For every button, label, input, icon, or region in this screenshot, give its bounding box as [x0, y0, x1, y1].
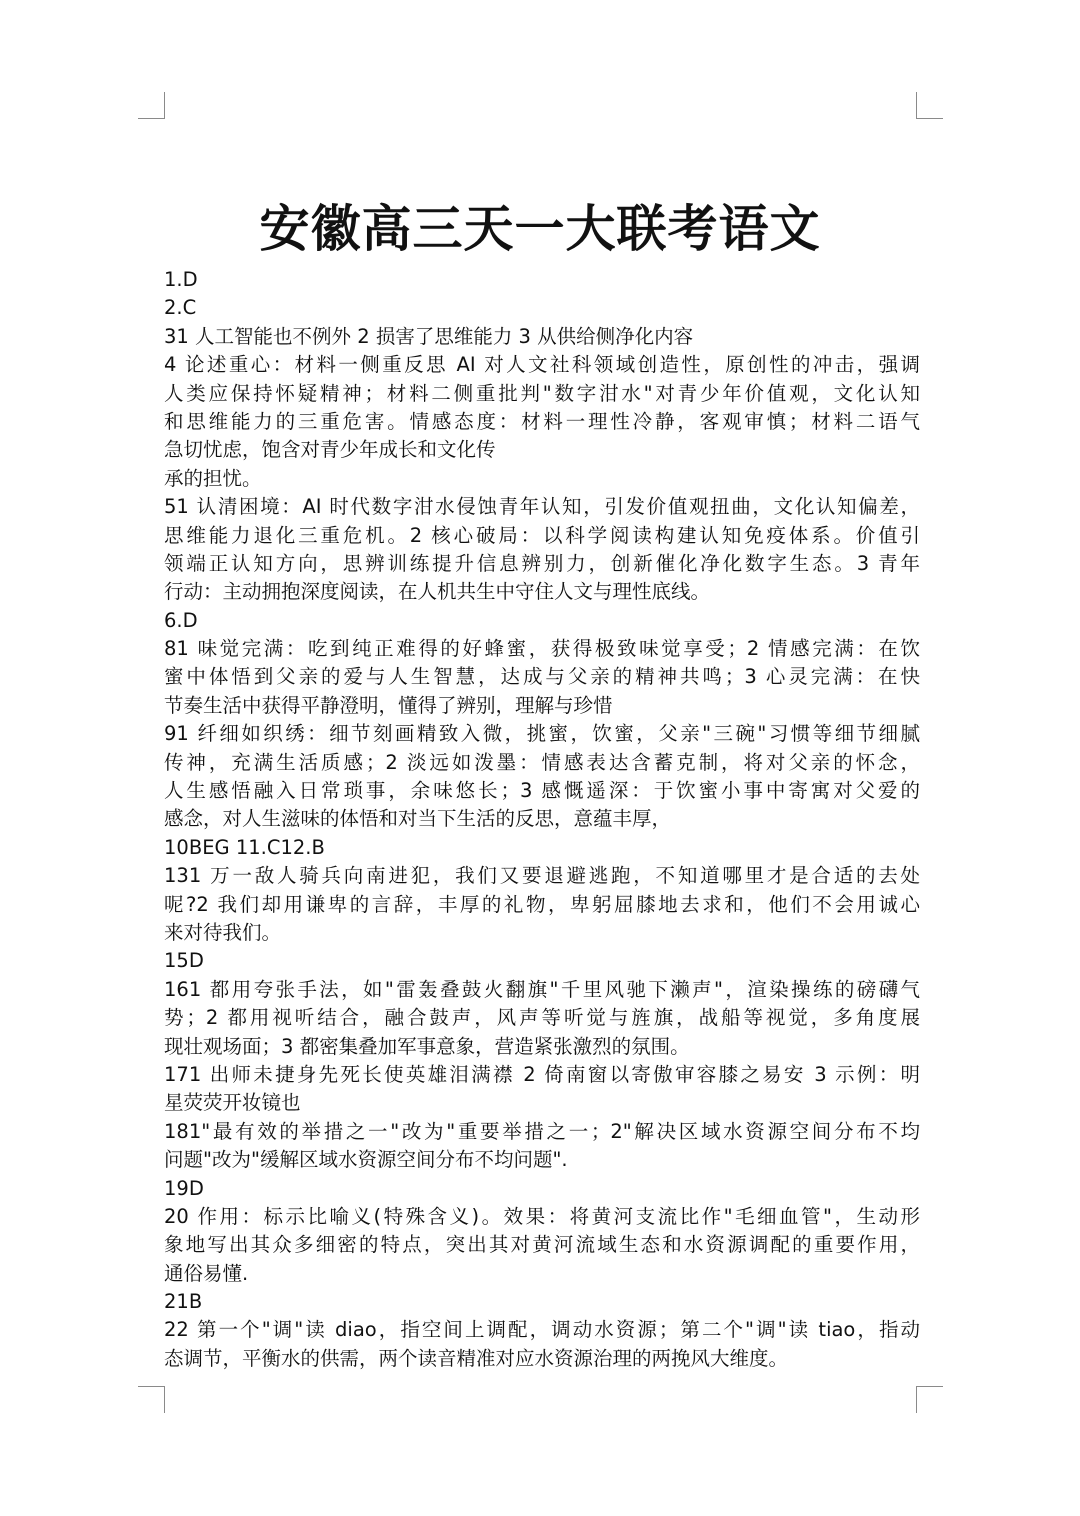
text-line: 10BEG 11.C12.B — [164, 835, 325, 859]
text-line: 承的担忧。 — [164, 466, 262, 490]
text-line: 171 出师未捷身先死长使英雄泪满襟 2 倚南窗以寄傲审容膝之易安 3 示例：明 — [164, 1062, 920, 1086]
text-line: 人生感悟融入日常琐事，余味悠长；3 感慨遥深：于饮蜜小事中寄寓对父爱的 — [164, 779, 920, 803]
text-line: 4 论述重心：材料一侧重反思 AI 对人文社科领域创造性，原创性的冲击，强调 — [164, 353, 920, 377]
text-line: 161 都用夸张手法，如"雷轰叠鼓火翻旗"千里风驰下濑声"，渲染操练的磅礴气 — [164, 977, 920, 1001]
text-line: 感念，对人生滋味的体悟和对当下生活的反思，意蕴丰厚， — [164, 807, 672, 831]
text-line: 急切忧虑，饱含对青少年成长和文化传 — [164, 438, 496, 462]
text-line: 20 作用：标示比喻义(特殊含义)。效果：将黄河支流比作"毛细血管"，生动形 — [164, 1204, 920, 1228]
crop-mark-bottom-right — [916, 1386, 943, 1413]
crop-mark-bottom-left — [138, 1386, 165, 1413]
text-line: 131 万一敌人骑兵向南进犯，我们又要退避逃跑，不知道哪里才是合适的去处 — [164, 864, 920, 888]
text-line: 行动：主动拥抱深度阅读，在人机共生中守住人文与理性底线。 — [164, 580, 711, 604]
text-line: 19D — [164, 1176, 204, 1200]
text-line: 和思维能力的三重危害。情感态度：材料一理性冷静，客观审慎；材料二语气 — [164, 409, 920, 433]
text-line: 1.D — [164, 268, 198, 291]
text-line: 人类应保持怀疑精神；材料二侧重批判"数字泔水"对青少年价值观，文化认知 — [164, 381, 920, 405]
text-line: 181"最有效的举措之一"改为"重要举措之一；2"解决区域水资源空间分布不均 — [164, 1119, 920, 1143]
text-line: 91 纤细如织绣：细节刻画精致入微，挑蜜，饮蜜，父亲"三碗"习惯等细节细腻 — [164, 722, 920, 746]
text-line: 15D — [164, 949, 204, 973]
document-title: 安徽高三天一大联考语文 — [259, 199, 821, 258]
text-line: 问题"改为"缓解区域水资源空间分布不均问题". — [164, 1148, 568, 1172]
text-line: 2.C — [164, 296, 197, 320]
text-line: 呢?2 我们却用谦卑的言辞，丰厚的礼物，卑躬屈膝地去求和，他们不会用诚心 — [164, 892, 920, 916]
text-line: 22 第一个"调"读 diao，指空间上调配，调动水资源；第二个"调"读 tiao，指动 — [164, 1318, 920, 1342]
text-line: 蜜中体悟到父亲的爱与人生智慧，达成与父亲的精神共鸣；3 心灵完满：在快 — [164, 665, 920, 689]
text-line: 思维能力退化三重危机。2 核心破局：以科学阅读构建认知免疫体系。价值引 — [164, 523, 920, 547]
text-line: 态调节，平衡水的供需，两个读音精准对应水资源治理的两挽风大维度。 — [164, 1346, 789, 1370]
text-line: 传神，充满生活质感；2 淡远如泼墨：情感表达含蓄克制，将对父亲的怀念， — [164, 750, 920, 774]
text-line: 来对待我们。 — [164, 920, 282, 944]
text-line: 势；2 都用视听结合，融合鼓声，风声等听觉与旌旗，战船等视觉，多角度展 — [164, 1006, 920, 1030]
text-line: 51 认清困境：AI 时代数字泔水侵蚀青年认知，引发价值观扭曲，文化认知偏差， — [164, 495, 920, 519]
text-line: 21B — [164, 1290, 203, 1314]
text-line: 通俗易懂. — [164, 1261, 249, 1285]
answer-content — [164, 266, 920, 1373]
text-line: 领端正认知方向，思辨训练提升信息辨别力，创新催化净化数字生态。3 青年 — [164, 551, 920, 575]
text-line: 现壮观场面；3 都密集叠加军事意象，营造紧张激烈的氛围。 — [164, 1034, 690, 1058]
text-line: 31 人工智能也不例外 2 损害了思维能力 3 从供给侧净化内容 — [164, 324, 694, 348]
text-line: 节奏生活中获得平静澄明，懂得了辨别，理解与珍惜 — [164, 693, 613, 717]
crop-mark-top-left — [138, 92, 165, 119]
crop-mark-top-right — [916, 92, 943, 119]
text-line: 6.D — [164, 608, 198, 632]
text-line: 81 味觉完满：吃到纯正难得的好蜂蜜，获得极致味觉享受；2 情感完满：在饮 — [164, 637, 920, 661]
text-line: 星荧荧开妆镜也 — [164, 1091, 301, 1115]
text-line: 象地写出其众多细密的特点，突出其对黄河流域生态和水资源调配的重要作用， — [164, 1233, 920, 1257]
